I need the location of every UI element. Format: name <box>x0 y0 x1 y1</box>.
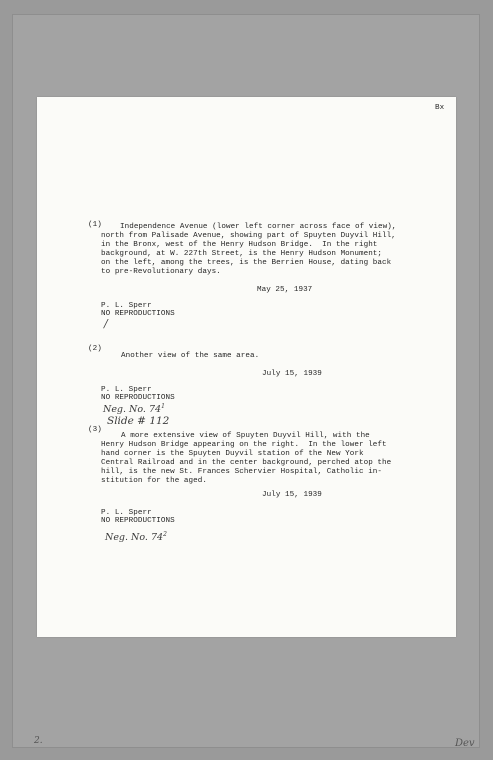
handwritten-mark: / <box>104 317 108 330</box>
handwritten-neg-text: Neg. No. 74 <box>103 404 162 416</box>
entry-number: (2) <box>88 345 102 353</box>
entry-line: hill, is the new St. Frances Schervier Hospital, Catholic in- <box>101 468 383 476</box>
entry-note: NO REPRODUCTIONS <box>101 517 175 525</box>
handwritten-neg-number <box>105 531 167 543</box>
entry-note: NO REPRODUCTIONS <box>101 394 175 402</box>
handwritten-neg-number <box>103 403 165 415</box>
entry-line: Central Railroad and in the center background, perched atop the <box>101 459 392 467</box>
handwritten-neg-sup: 1 <box>161 403 165 410</box>
corner-mark: Bx <box>435 104 445 112</box>
entry-line: Independence Avenue (lower left corner across face of view), <box>120 223 397 231</box>
entry-author: P. L. Sperr <box>101 302 152 310</box>
entry-note: NO REPRODUCTIONS <box>101 310 175 318</box>
entry-line: on the left, among the trees, is the Berrien House, dating back <box>101 259 392 267</box>
entry-date: July 15, 1939 <box>262 491 322 499</box>
entry-line: in the Bronx, west of the Henry Hudson Bridge. In the right <box>101 241 378 249</box>
handwritten-neg-sup: 2 <box>163 531 167 538</box>
mount-mark-right: Dev <box>455 738 475 749</box>
entry-line: Henry Hudson Bridge appearing on the right. In the lower left <box>101 441 387 449</box>
entry-line: north from Palisade Avenue, showing part of Spuyten Duyvil Hill, <box>101 232 396 240</box>
entry-number: (3) <box>88 426 102 434</box>
entry-author: P. L. Sperr <box>101 509 152 517</box>
entry-line: Another view of the same area. <box>121 352 260 360</box>
entry-line: hand corner is the Spuyten Duyvil station of the New York <box>101 450 364 458</box>
mount-mark-left: 2. <box>34 736 43 746</box>
entry-line: to pre-Revolutionary days. <box>101 268 221 276</box>
entry-line: stitution for the aged. <box>101 477 207 485</box>
entry-number: (1) <box>88 221 102 229</box>
entry-date: July 15, 1939 <box>262 370 322 378</box>
entry-date: May 25, 1937 <box>257 286 313 294</box>
handwritten-slide-number: Slide # 112 <box>107 415 170 427</box>
document-sheet <box>37 97 456 637</box>
entry-line: background, at W. 227th Street, is the Henry Hudson Monument; <box>101 250 383 258</box>
handwritten-neg-text: Neg. No. 74 <box>105 532 164 544</box>
entry-line: A more extensive view of Spuyten Duyvil Hill, with the <box>121 432 370 440</box>
entry-author: P. L. Sperr <box>101 386 152 394</box>
